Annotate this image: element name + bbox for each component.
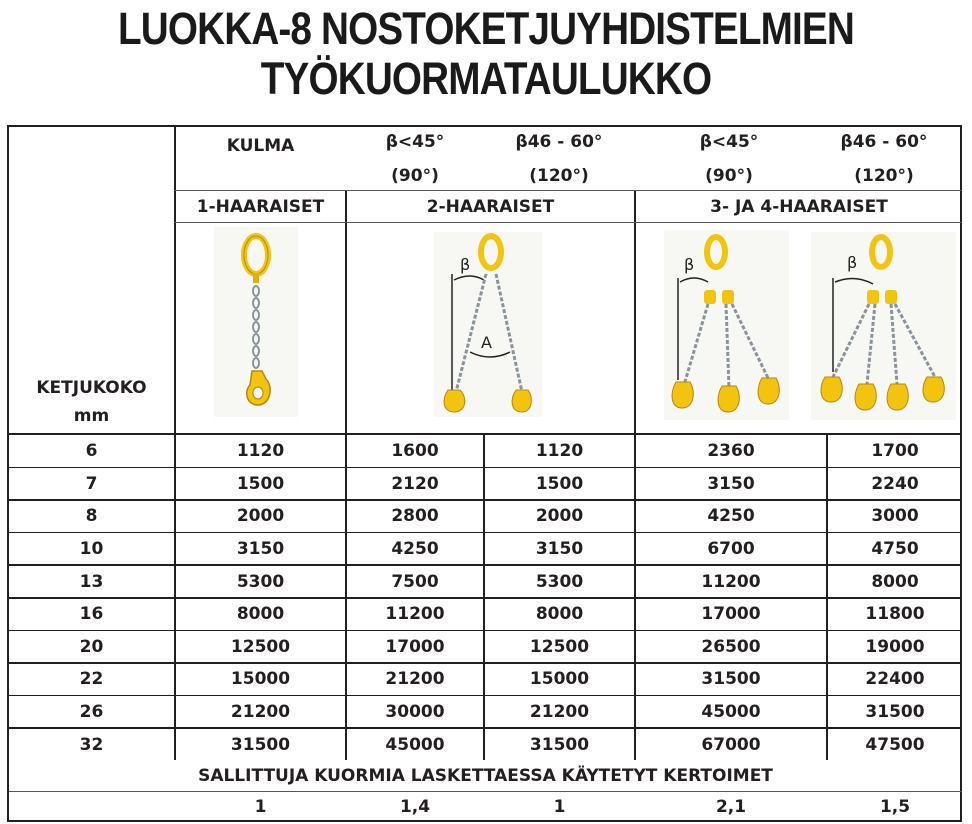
angle-text: β46 - 60° xyxy=(515,131,603,152)
angle-header-2leg-60 xyxy=(464,127,654,190)
chain-size-cell: 13 xyxy=(79,571,104,592)
chain-size-text: KETJUKOKO xyxy=(36,378,147,398)
load-cell: 26500 xyxy=(701,636,761,657)
group-1-leg: 1-HAARAISET xyxy=(196,196,325,217)
beta-label: β xyxy=(847,253,858,272)
beta-label: β xyxy=(460,255,471,274)
load-cell: 11200 xyxy=(701,571,761,592)
chain-size-cell: 8 xyxy=(85,506,98,527)
factors-label: SALLITTUJA KUORMIA LASKETTAESSA KÄYTETYT KERTOIMET xyxy=(198,766,773,786)
load-cell: 1700 xyxy=(871,441,919,462)
chain-size-cell: 22 xyxy=(79,669,104,690)
angle-header-34leg-45 xyxy=(639,127,819,190)
title-line-2: TYÖKUORMATAULUKKO xyxy=(260,53,712,104)
load-cell: 2120 xyxy=(391,473,439,494)
chain-size-label xyxy=(9,372,174,432)
load-cell: 1120 xyxy=(236,441,285,462)
divider xyxy=(174,222,962,223)
load-cell: 45000 xyxy=(701,702,761,723)
factor-cell: 2,1 xyxy=(715,797,747,817)
chain-size-cell: 20 xyxy=(79,636,104,657)
angle-text: β46 - 60° xyxy=(840,131,928,152)
load-cell: 1500 xyxy=(535,473,584,494)
load-cell: 21200 xyxy=(230,702,291,723)
load-cell: 67000 xyxy=(701,734,761,755)
load-cell: 3150 xyxy=(236,539,285,560)
load-cell: 4250 xyxy=(391,539,439,560)
load-cell: 22400 xyxy=(865,669,925,690)
load-cell: 1500 xyxy=(236,473,285,494)
angle-text: β<45° xyxy=(699,131,759,152)
angle-text: (120°) xyxy=(854,165,914,186)
load-cell: 4750 xyxy=(871,539,919,560)
chain-size-cell: 6 xyxy=(85,441,98,462)
factor-cell: 1 xyxy=(553,797,566,817)
load-cell: 8000 xyxy=(871,571,919,592)
load-cell: 2000 xyxy=(535,506,584,527)
load-cell: 21200 xyxy=(385,669,445,690)
chain-size-unit: mm xyxy=(73,406,110,426)
four-leg-sling-illustration xyxy=(811,232,956,420)
single-leg-sling-illustration xyxy=(214,227,298,417)
load-cell: 7500 xyxy=(391,571,439,592)
group-3-4-leg: 3- JA 4-HAARAISET xyxy=(710,196,888,217)
load-cell: 1120 xyxy=(535,441,584,462)
chain-size-cell: 16 xyxy=(79,604,104,625)
factor-cell: 1,4 xyxy=(399,797,431,817)
load-cell: 2360 xyxy=(707,441,755,462)
two-leg-sling-illustration xyxy=(434,232,542,417)
chain-size-cell: 7 xyxy=(85,473,98,494)
load-cell: 17000 xyxy=(701,604,761,625)
load-cell: 8000 xyxy=(535,604,584,625)
load-cell: 2000 xyxy=(236,506,285,527)
load-cell: 6700 xyxy=(707,539,755,560)
load-cell: 31500 xyxy=(701,669,761,690)
group-2-leg: 2-HAARAISET xyxy=(426,196,555,217)
load-cell: 31500 xyxy=(529,734,590,755)
load-cell: 12500 xyxy=(230,636,291,657)
load-cell: 1600 xyxy=(391,441,439,462)
working-load-table xyxy=(7,125,962,822)
angle-label-text: KULMA xyxy=(226,136,295,156)
page-title xyxy=(68,4,904,104)
load-cell: 31500 xyxy=(230,734,291,755)
load-cell: 11800 xyxy=(865,604,925,625)
beta-label: β xyxy=(684,255,695,274)
load-cell: 15000 xyxy=(230,669,291,690)
load-cell: 31500 xyxy=(865,702,925,723)
load-cell: 47500 xyxy=(865,734,925,755)
angle-text: β<45° xyxy=(385,131,445,152)
angle-label xyxy=(176,127,345,190)
three-leg-sling-illustration xyxy=(664,230,789,420)
factor-cell: 1 xyxy=(254,797,267,817)
load-cell: 3150 xyxy=(707,473,755,494)
angle-header-34leg-60 xyxy=(804,127,964,190)
chain-size-cell: 32 xyxy=(79,734,104,755)
chain-size-cell: 10 xyxy=(79,539,104,560)
load-cell: 21200 xyxy=(529,702,590,723)
load-cell: 30000 xyxy=(385,702,445,723)
load-cell: 45000 xyxy=(385,734,445,755)
load-cell: 8000 xyxy=(236,604,285,625)
load-cell: 5300 xyxy=(535,571,584,592)
load-cell: 11200 xyxy=(385,604,445,625)
load-cell: 12500 xyxy=(529,636,590,657)
load-cell: 2240 xyxy=(871,473,919,494)
load-cell: 15000 xyxy=(529,669,590,690)
angle-text: (90°) xyxy=(391,165,439,186)
load-cell: 17000 xyxy=(385,636,445,657)
angle-text: (120°) xyxy=(529,165,589,186)
angle-a-label: A xyxy=(481,333,492,352)
load-cell: 5300 xyxy=(236,571,285,592)
chain-size-cell: 26 xyxy=(79,702,104,723)
factor-cell: 1,5 xyxy=(879,797,911,817)
load-cell: 3000 xyxy=(871,506,919,527)
angle-text: (90°) xyxy=(705,165,753,186)
load-cell: 19000 xyxy=(865,636,925,657)
load-cell: 4250 xyxy=(707,506,755,527)
load-cell: 2800 xyxy=(391,506,439,527)
load-cell: 3150 xyxy=(535,539,584,560)
title-line-1: LUOKKA-8 NOSTOKETJUYHDISTELMIEN xyxy=(118,3,854,54)
